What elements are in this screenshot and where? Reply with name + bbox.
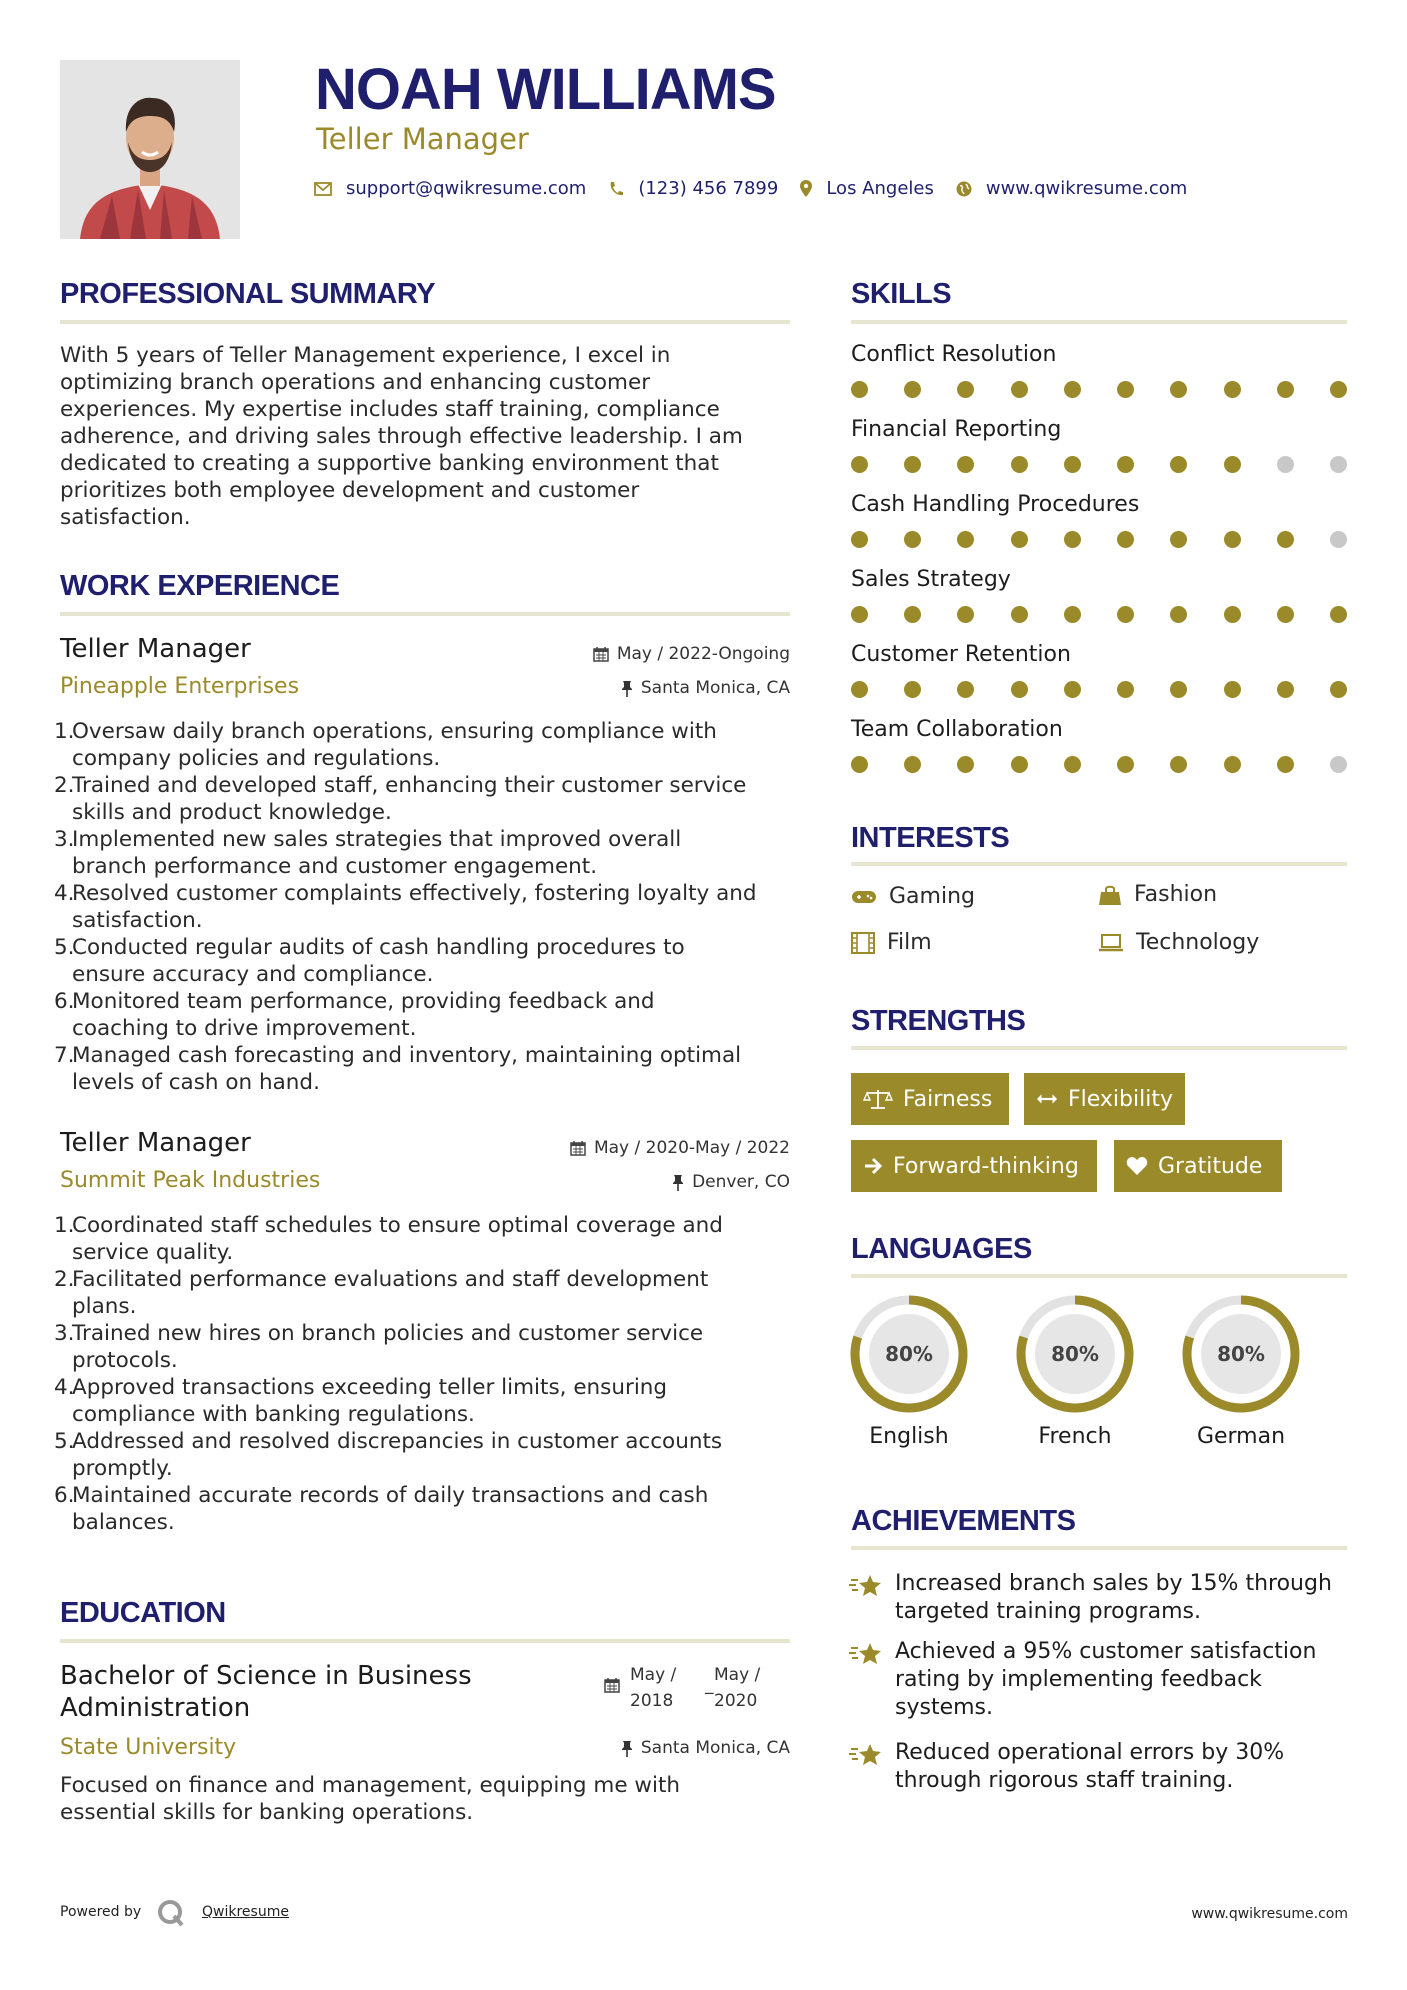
experience-heading: WORK EXPERIENCE — [60, 570, 340, 602]
rating-dot-filled — [1224, 756, 1241, 773]
job-dates — [440, 1138, 790, 1158]
rating-dot-filled — [1117, 756, 1134, 773]
edu-start-date: May / 2018 — [630, 1665, 677, 1711]
language-name: German — [1196, 1424, 1286, 1449]
interests-divider — [851, 862, 1347, 866]
strengths-heading: STRENGTHS — [851, 1005, 1026, 1037]
rating-dot-filled — [1011, 681, 1028, 698]
rating-dot-filled — [1064, 681, 1081, 698]
candidate-name: NOAH WILLIAMS — [315, 57, 776, 122]
rating-dot-filled — [851, 381, 868, 398]
achievement-item: Achieved a 95% customer satisfaction rating by implementing feedback systems. — [849, 1638, 1349, 1722]
rating-dot-filled — [1064, 381, 1081, 398]
calendar-icon — [604, 1677, 620, 1697]
interest-gaming: Gaming — [851, 884, 975, 909]
job-dates-text: May / 2020-May / 2022 — [593, 1138, 790, 1158]
rating-dot-filled — [957, 456, 974, 473]
arrows-horizontal-icon — [1036, 1092, 1058, 1106]
job-bullets — [54, 718, 804, 1096]
job-bullets — [54, 1212, 804, 1536]
summary-line: prioritizes both employee development and customer — [60, 478, 640, 503]
language-ring — [1013, 1292, 1137, 1416]
contact-phone-text: (123) 456 7899 — [638, 178, 779, 199]
list-item: 7. Managed cash forecasting and inventory, maintaining optimal levels of cash on hand. — [54, 1043, 742, 1095]
rating-dot-empty — [1330, 456, 1347, 473]
contact-website[interactable] — [956, 178, 1187, 199]
rating-dot-filled — [1117, 456, 1134, 473]
edu-location-text: Santa Monica, CA — [640, 1738, 790, 1758]
rating-dot-filled — [1330, 606, 1347, 623]
pushpin-icon — [672, 1174, 684, 1191]
language-name: French — [1038, 1424, 1112, 1449]
star-trophy-icon — [849, 1741, 883, 1769]
laptop-icon — [1098, 933, 1124, 953]
strength-tag: Forward-thinking — [851, 1140, 1097, 1192]
degree-title: Bachelor of Science in Business Administration — [60, 1661, 472, 1723]
list-item: 4. Approved transactions exceeding teller limits, ensuring compliance with banking regulations. — [54, 1375, 668, 1427]
rating-dot-filled — [1277, 381, 1294, 398]
rating-dot-filled — [1011, 456, 1028, 473]
skill-rating — [851, 606, 1347, 623]
map-pin-icon — [800, 180, 812, 197]
summary-heading: PROFESSIONAL SUMMARY — [60, 278, 436, 310]
powered-by-label: Powered by — [60, 1904, 142, 1920]
rating-dot-filled — [1330, 681, 1347, 698]
bag-icon — [1098, 884, 1122, 906]
rating-dot-filled — [1170, 606, 1187, 623]
skills-list — [851, 342, 1347, 792]
language-percent: 80% — [885, 1342, 933, 1366]
contact-location — [800, 178, 934, 199]
rating-dot-filled — [1277, 681, 1294, 698]
star-trophy-icon — [849, 1572, 883, 1600]
rating-dot-filled — [1224, 606, 1241, 623]
language-item — [847, 1292, 971, 1449]
job-dates-text: May / 2022-Ongoing — [616, 644, 790, 664]
skill-rating — [851, 681, 1347, 698]
rating-dot-filled — [957, 681, 974, 698]
globe-icon — [956, 181, 972, 197]
strengths-divider — [851, 1046, 1347, 1050]
rating-dot-filled — [904, 756, 921, 773]
rating-dot-filled — [1117, 681, 1134, 698]
rating-dot-empty — [1277, 456, 1294, 473]
skill-name: Customer Retention — [851, 642, 1071, 667]
summary-line: adherence, and driving sales through effective leadership. I am — [60, 424, 743, 449]
summary-line: satisfaction. — [60, 505, 191, 530]
rating-dot-filled — [851, 456, 868, 473]
languages-list — [847, 1292, 1357, 1462]
footer-website[interactable]: www.qwikresume.com — [1191, 1906, 1348, 1922]
edu-end-date: May / 2020 — [714, 1665, 761, 1711]
rating-dot-filled — [851, 531, 868, 548]
pushpin-icon — [621, 1740, 633, 1757]
skill-row — [851, 642, 1347, 717]
job-location-text: Santa Monica, CA — [640, 678, 790, 698]
summary-line: With 5 years of Teller Management experience, I excel in — [60, 343, 671, 368]
skill-rating — [851, 381, 1347, 398]
rating-dot-filled — [1277, 606, 1294, 623]
skill-row — [851, 567, 1347, 642]
list-item: 1. Oversaw daily branch operations, ensuring compliance with company policies and regulations. — [54, 719, 717, 771]
rating-dot-empty — [1330, 756, 1347, 773]
achievements-divider — [851, 1546, 1347, 1550]
rating-dot-filled — [957, 531, 974, 548]
language-ring — [847, 1292, 971, 1416]
rating-dot-filled — [1117, 606, 1134, 623]
rating-dot-filled — [1170, 681, 1187, 698]
qwikresume-logo-icon — [156, 1898, 186, 1932]
rating-dot-filled — [1170, 756, 1187, 773]
qwikresume-link[interactable]: Qwikresume — [202, 1904, 289, 1920]
skill-name: Cash Handling Procedures — [851, 492, 1140, 517]
pushpin-icon — [621, 680, 633, 697]
scale-icon — [863, 1088, 893, 1110]
rating-dot-filled — [1011, 606, 1028, 623]
candidate-role: Teller Manager — [316, 122, 529, 156]
list-item: 2. Trained and developed staff, enhancing their customer service skills and product knowledge. — [54, 773, 747, 825]
skill-name: Team Collaboration — [851, 717, 1063, 742]
edu-location — [440, 1738, 790, 1758]
rating-dot-filled — [1117, 381, 1134, 398]
contact-email[interactable] — [314, 178, 586, 199]
achievement-item: Reduced operational errors by 30% through rigorous staff training. — [849, 1739, 1349, 1795]
education-heading: EDUCATION — [60, 1597, 226, 1629]
achievements-heading: ACHIEVEMENTS — [851, 1505, 1076, 1537]
list-item: 3. Trained new hires on branch policies and customer service protocols. — [54, 1321, 704, 1373]
skill-row — [851, 717, 1347, 792]
language-item — [1179, 1292, 1303, 1449]
skill-row — [851, 342, 1347, 417]
job-company: Pineapple Enterprises — [60, 674, 300, 699]
rating-dot-filled — [904, 456, 921, 473]
rating-dot-filled — [1224, 381, 1241, 398]
language-name: English — [869, 1424, 949, 1449]
experience-divider — [60, 612, 790, 616]
heart-icon — [1126, 1156, 1148, 1176]
school-name: State University — [60, 1735, 237, 1760]
job-dates — [440, 644, 790, 664]
summary-line: experiences. My expertise includes staff training, compliance — [60, 397, 720, 422]
rating-dot-filled — [851, 756, 868, 773]
job-location-text: Denver, CO — [692, 1172, 790, 1192]
skill-rating — [851, 456, 1347, 473]
list-item: 2. Facilitated performance evaluations and staff development plans. — [54, 1267, 709, 1319]
calendar-icon — [593, 646, 609, 662]
list-item: 1. Coordinated staff schedules to ensure optimal coverage and service quality. — [54, 1213, 723, 1265]
contact-phone[interactable] — [608, 178, 778, 199]
skill-name: Financial Reporting — [851, 417, 1062, 442]
rating-dot-filled — [904, 681, 921, 698]
language-item — [1013, 1292, 1137, 1449]
skills-heading: SKILLS — [851, 278, 952, 310]
rating-dot-filled — [1064, 456, 1081, 473]
skills-divider — [851, 320, 1347, 324]
rating-dot-empty — [1330, 531, 1347, 548]
rating-dot-filled — [1170, 531, 1187, 548]
film-icon — [851, 932, 875, 954]
summary-line: optimizing branch operations and enhancing customer — [60, 370, 651, 395]
rating-dot-filled — [1277, 531, 1294, 548]
star-trophy-icon — [849, 1640, 883, 1668]
contact-email-text: support@qwikresume.com — [346, 178, 587, 199]
job-location — [440, 1172, 790, 1192]
rating-dot-filled — [1117, 531, 1134, 548]
rating-dot-filled — [1224, 531, 1241, 548]
envelope-icon — [314, 182, 332, 196]
strength-tag: Gratitude — [1114, 1140, 1282, 1192]
contact-bar — [314, 178, 1209, 199]
contact-location-text: Los Angeles — [826, 178, 934, 199]
language-ring — [1179, 1292, 1303, 1416]
gamepad-icon — [851, 889, 877, 905]
skill-rating — [851, 756, 1347, 773]
calendar-icon — [570, 1140, 586, 1156]
languages-heading: LANGUAGES — [851, 1233, 1032, 1265]
rating-dot-filled — [904, 531, 921, 548]
job-location — [440, 678, 790, 698]
rating-dot-filled — [1170, 456, 1187, 473]
rating-dot-filled — [1277, 756, 1294, 773]
languages-divider — [851, 1274, 1347, 1278]
interest-film: Film — [851, 930, 932, 955]
list-item: 3. Implemented new sales strategies that improved overall branch performance and customer engagement. — [54, 827, 682, 879]
list-item: 6. Maintained accurate records of daily transactions and cash balances. — [54, 1483, 709, 1535]
list-item: 5. Conducted regular audits of cash handling procedures to ensure accuracy and compliance. — [54, 935, 685, 987]
interests-heading: INTERESTS — [851, 822, 1010, 854]
rating-dot-filled — [1224, 681, 1241, 698]
rating-dot-filled — [1224, 456, 1241, 473]
profile-photo — [60, 60, 240, 239]
phone-icon — [608, 181, 624, 197]
arrow-right-icon — [863, 1156, 883, 1176]
skill-name: Conflict Resolution — [851, 342, 1057, 367]
skill-row — [851, 492, 1347, 567]
rating-dot-filled — [957, 381, 974, 398]
contact-website-text: www.qwikresume.com — [985, 178, 1188, 199]
list-item: 5. Addressed and resolved discrepancies in customer accounts promptly. — [54, 1429, 723, 1481]
rating-dot-filled — [1064, 756, 1081, 773]
job-company: Summit Peak Industries — [60, 1168, 321, 1193]
rating-dot-filled — [1170, 381, 1187, 398]
language-percent: 80% — [1051, 1342, 1099, 1366]
rating-dot-filled — [904, 606, 921, 623]
education-divider — [60, 1639, 790, 1643]
rating-dot-filled — [1011, 531, 1028, 548]
rating-dot-filled — [851, 606, 868, 623]
rating-dot-filled — [1064, 531, 1081, 548]
summary-line: dedicated to creating a supportive banking environment that — [60, 451, 719, 476]
job-title: Teller Manager — [60, 1128, 251, 1158]
rating-dot-filled — [957, 606, 974, 623]
interest-technology: Technology — [1098, 930, 1259, 955]
skill-rating — [851, 531, 1347, 548]
skill-row — [851, 417, 1347, 492]
interest-fashion: Fashion — [1098, 882, 1217, 907]
rating-dot-filled — [904, 381, 921, 398]
rating-dot-filled — [851, 681, 868, 698]
skill-name: Sales Strategy — [851, 567, 1011, 592]
summary-divider — [60, 320, 790, 324]
strength-tag: Flexibility — [1024, 1073, 1185, 1125]
list-item: 4. Resolved customer complaints effectively, fostering loyalty and satisfaction. — [54, 881, 757, 933]
achievement-item: Increased branch sales by 15% through targeted training programs. — [849, 1570, 1349, 1626]
rating-dot-filled — [1011, 381, 1028, 398]
avatar — [60, 60, 240, 239]
rating-dot-filled — [1064, 606, 1081, 623]
summary-text — [60, 342, 800, 531]
edu-description: Focused on finance and management, equipping me with essential skills for banking operations. — [60, 1773, 681, 1825]
rating-dot-filled — [957, 756, 974, 773]
list-item: 6. Monitored team performance, providing feedback and coaching to drive improvement. — [54, 989, 655, 1041]
rating-dot-filled — [1011, 756, 1028, 773]
strength-tag: Fairness — [851, 1073, 1009, 1125]
date-separator: _ — [705, 1675, 714, 1695]
language-percent: 80% — [1217, 1342, 1265, 1366]
job-title: Teller Manager — [60, 634, 251, 664]
rating-dot-filled — [1330, 381, 1347, 398]
